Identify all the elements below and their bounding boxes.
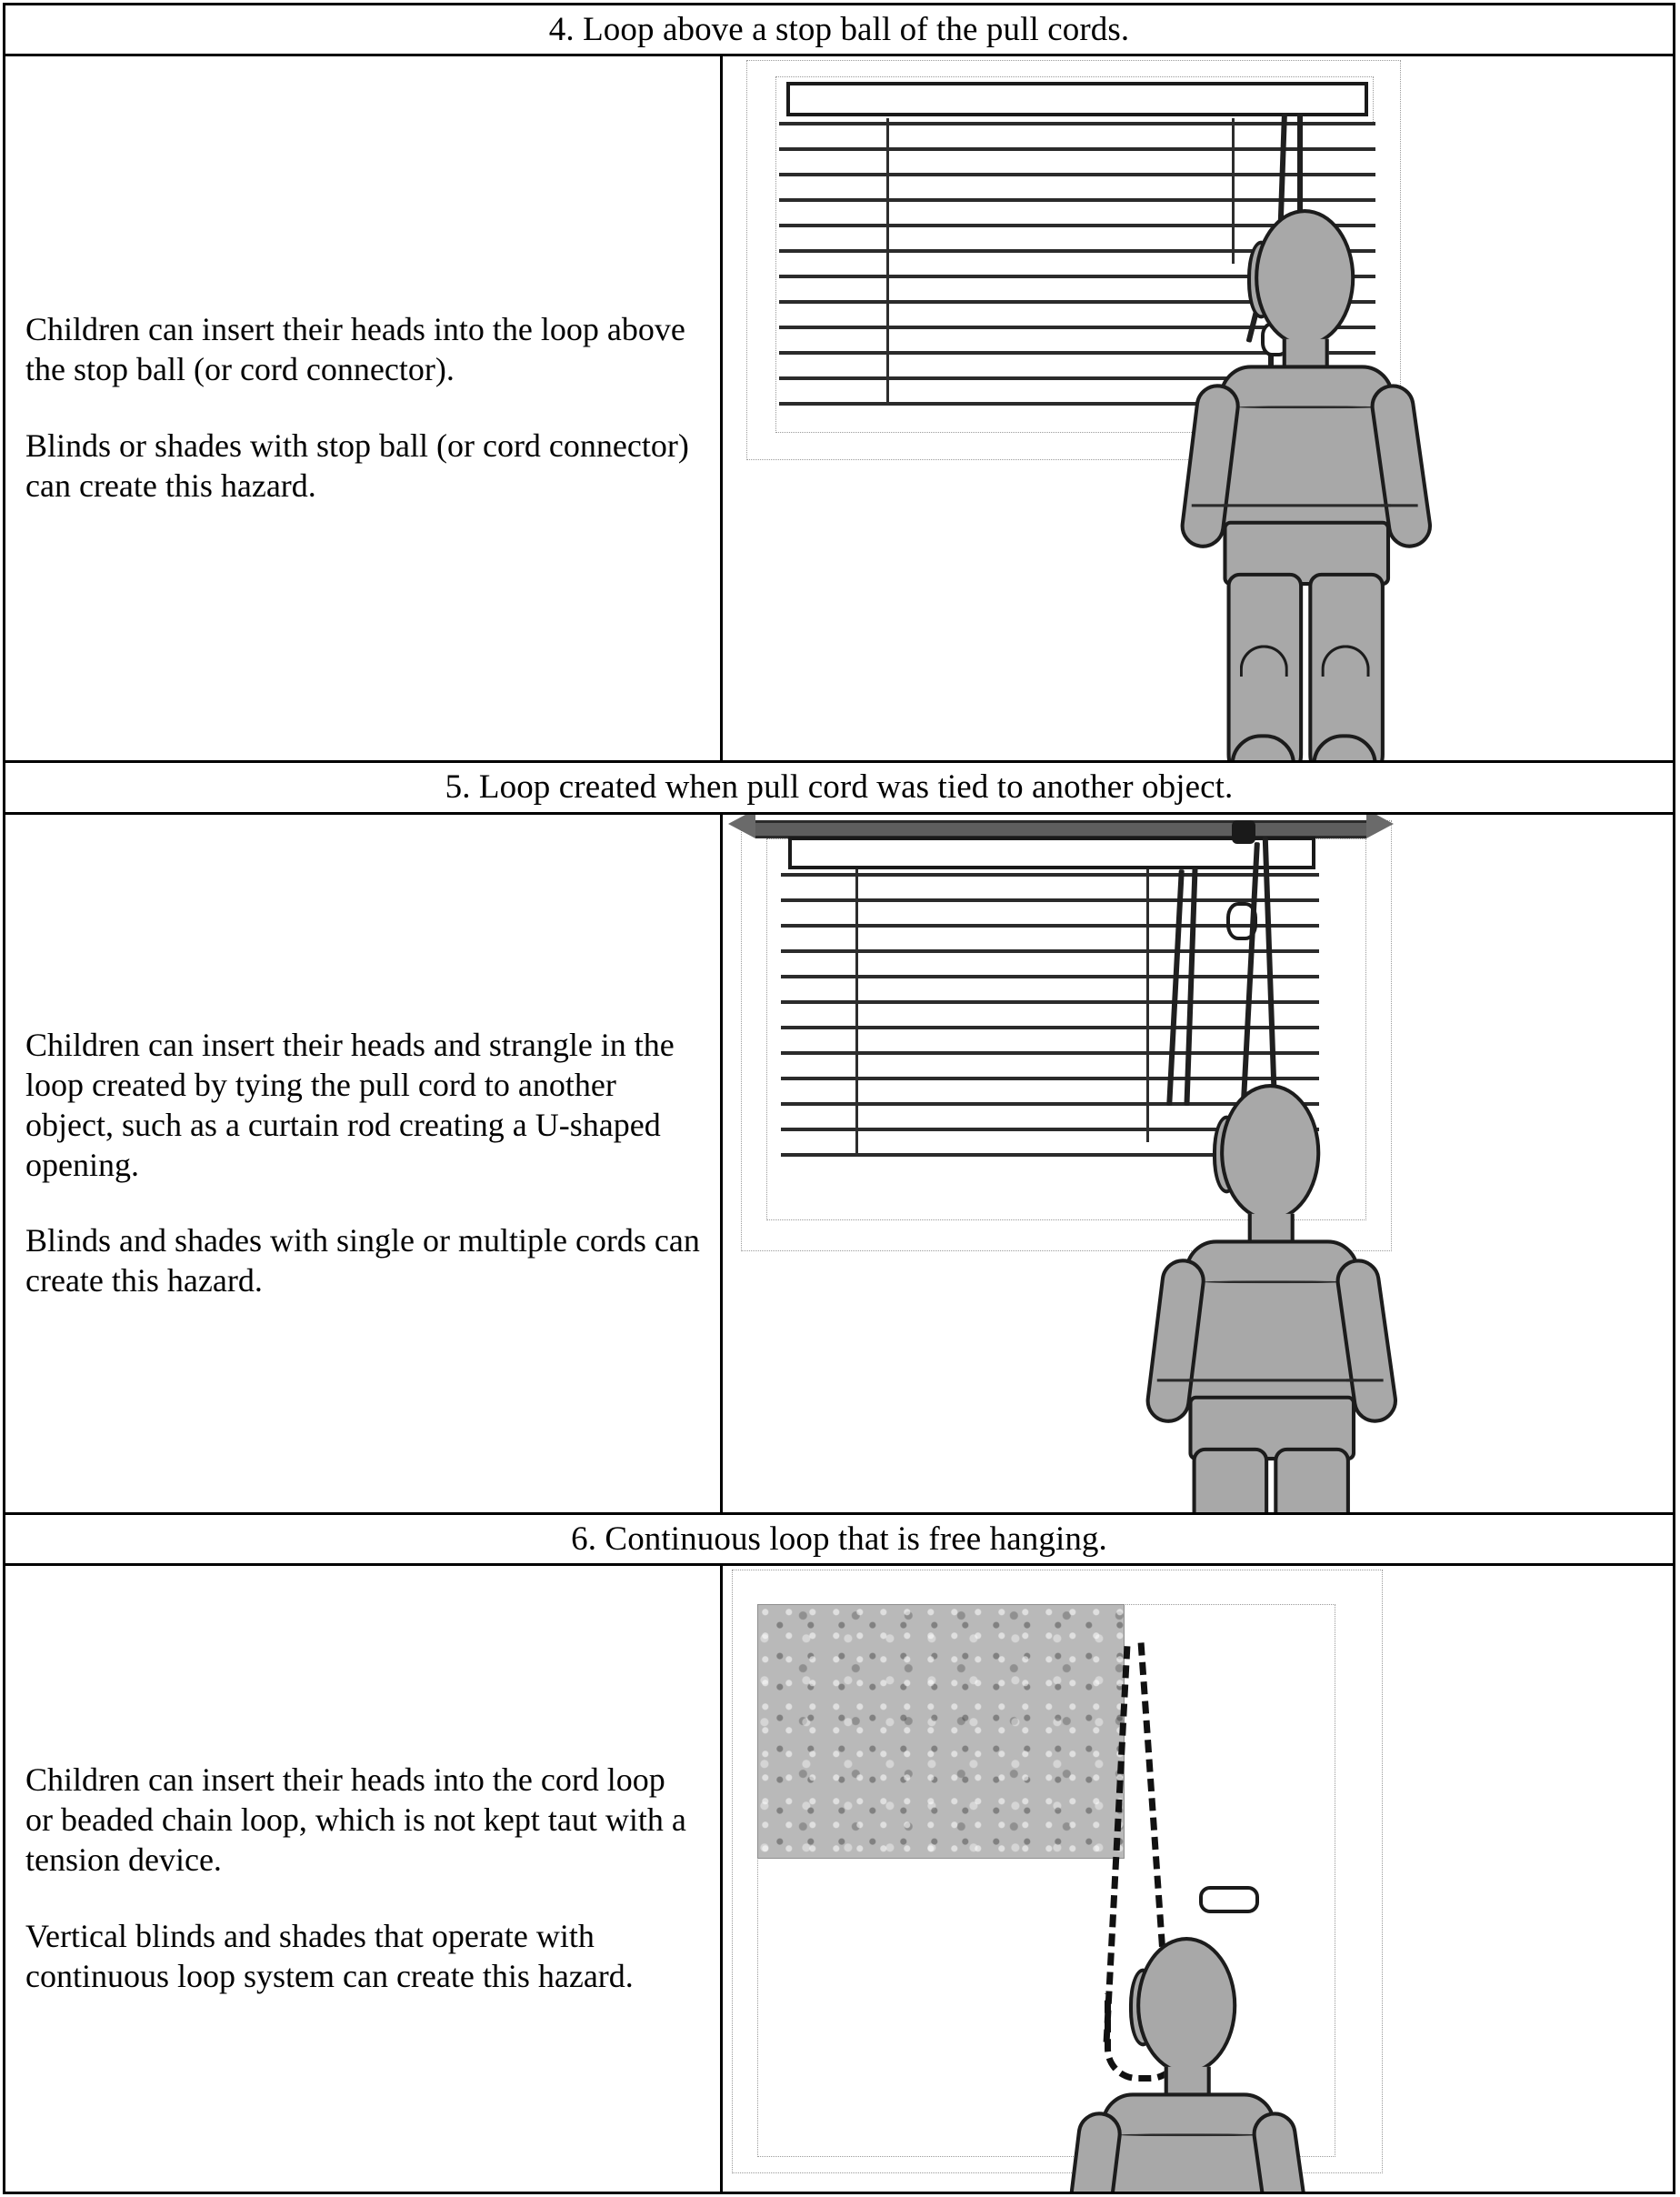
slat-ladder-cord-right xyxy=(1232,118,1235,264)
row-6-figure-cell xyxy=(723,1566,1673,2192)
row-5-body xyxy=(5,815,1673,1515)
figure-cord-tied-to-curtain-rod xyxy=(723,815,1673,1512)
child-shoulder-fold xyxy=(1120,2133,1259,2136)
figure-free-hanging-continuous-loop xyxy=(723,1566,1673,2192)
curtain-rod-finial-right xyxy=(1366,815,1394,838)
row-4-heading-text: 4. Loop above a stop ball of the pull cords. xyxy=(548,10,1130,48)
figure-blind-stop-ball-loop xyxy=(723,56,1673,760)
shade-panel xyxy=(757,1604,1125,1859)
slat-ladder-cord-left xyxy=(886,118,889,406)
slat-ladder-cord-left xyxy=(855,869,858,1157)
child-right-leg xyxy=(1274,1448,1350,1512)
row-6-heading xyxy=(5,1515,1673,1566)
row-4-heading xyxy=(5,5,1673,56)
row-6-text-cell xyxy=(5,1566,723,2192)
chain-tension-device xyxy=(1199,1886,1259,1913)
curtain-rod xyxy=(755,820,1366,838)
row-5-paragraph-2: Blinds and shades with single or multiple cords can create this hazard. xyxy=(25,1222,700,1299)
curtain-rod-finial-left xyxy=(728,815,755,838)
row-4-paragraph-2: Blinds or shades with stop ball (or cord connector) can create this hazard. xyxy=(25,427,689,504)
child-head xyxy=(1220,1084,1320,1221)
child-waist-fold xyxy=(1222,504,1391,507)
child-head xyxy=(1255,209,1355,346)
blind-headrail xyxy=(786,82,1368,116)
row-5-paragraph-1: Children can insert their heads and strangle in the loop created by tying the pull cord to another object, such as a curtain rod creating a U-shaped opening. xyxy=(25,1026,675,1183)
slat-ladder-cord-right xyxy=(1146,869,1149,1142)
hazard-row-5 xyxy=(5,763,1673,1515)
child-head xyxy=(1136,1937,1236,2074)
hazard-row-4 xyxy=(5,5,1673,763)
row-5-text-cell xyxy=(5,815,723,1512)
child-shoulder-fold xyxy=(1238,406,1377,408)
row-6-paragraph-1: Children can insert their heads into the cord loop or beaded chain loop, which is not kept taut with a tension device. xyxy=(25,1761,686,1879)
child-torso xyxy=(1101,2092,1275,2192)
row-6-heading-text: 6. Continuous loop that is free hanging. xyxy=(571,1520,1107,1558)
hazard-table xyxy=(3,3,1675,2194)
row-5-figure-cell xyxy=(723,815,1673,1512)
row-4-figure-cell xyxy=(723,56,1673,760)
child-waist-fold xyxy=(1187,1379,1356,1381)
row-6-paragraph-2: Vertical blinds and shades that operate with continuous loop system can create this hazard. xyxy=(25,1917,634,1994)
hazard-row-6 xyxy=(5,1515,1673,2192)
row-6-body xyxy=(5,1566,1673,2192)
child-shoulder-fold xyxy=(1204,1280,1343,1283)
row-5-heading xyxy=(5,763,1673,815)
row-4-paragraph-1: Children can insert their heads into the loop above the stop ball (or cord connector). xyxy=(25,311,685,388)
cord-knot-at-rod xyxy=(1232,820,1255,844)
row-5-heading-text: 5. Loop created when pull cord was tied to another object. xyxy=(445,768,1234,807)
row-4-body xyxy=(5,56,1673,763)
row-4-text-cell xyxy=(5,56,723,760)
child-left-leg xyxy=(1193,1448,1269,1512)
